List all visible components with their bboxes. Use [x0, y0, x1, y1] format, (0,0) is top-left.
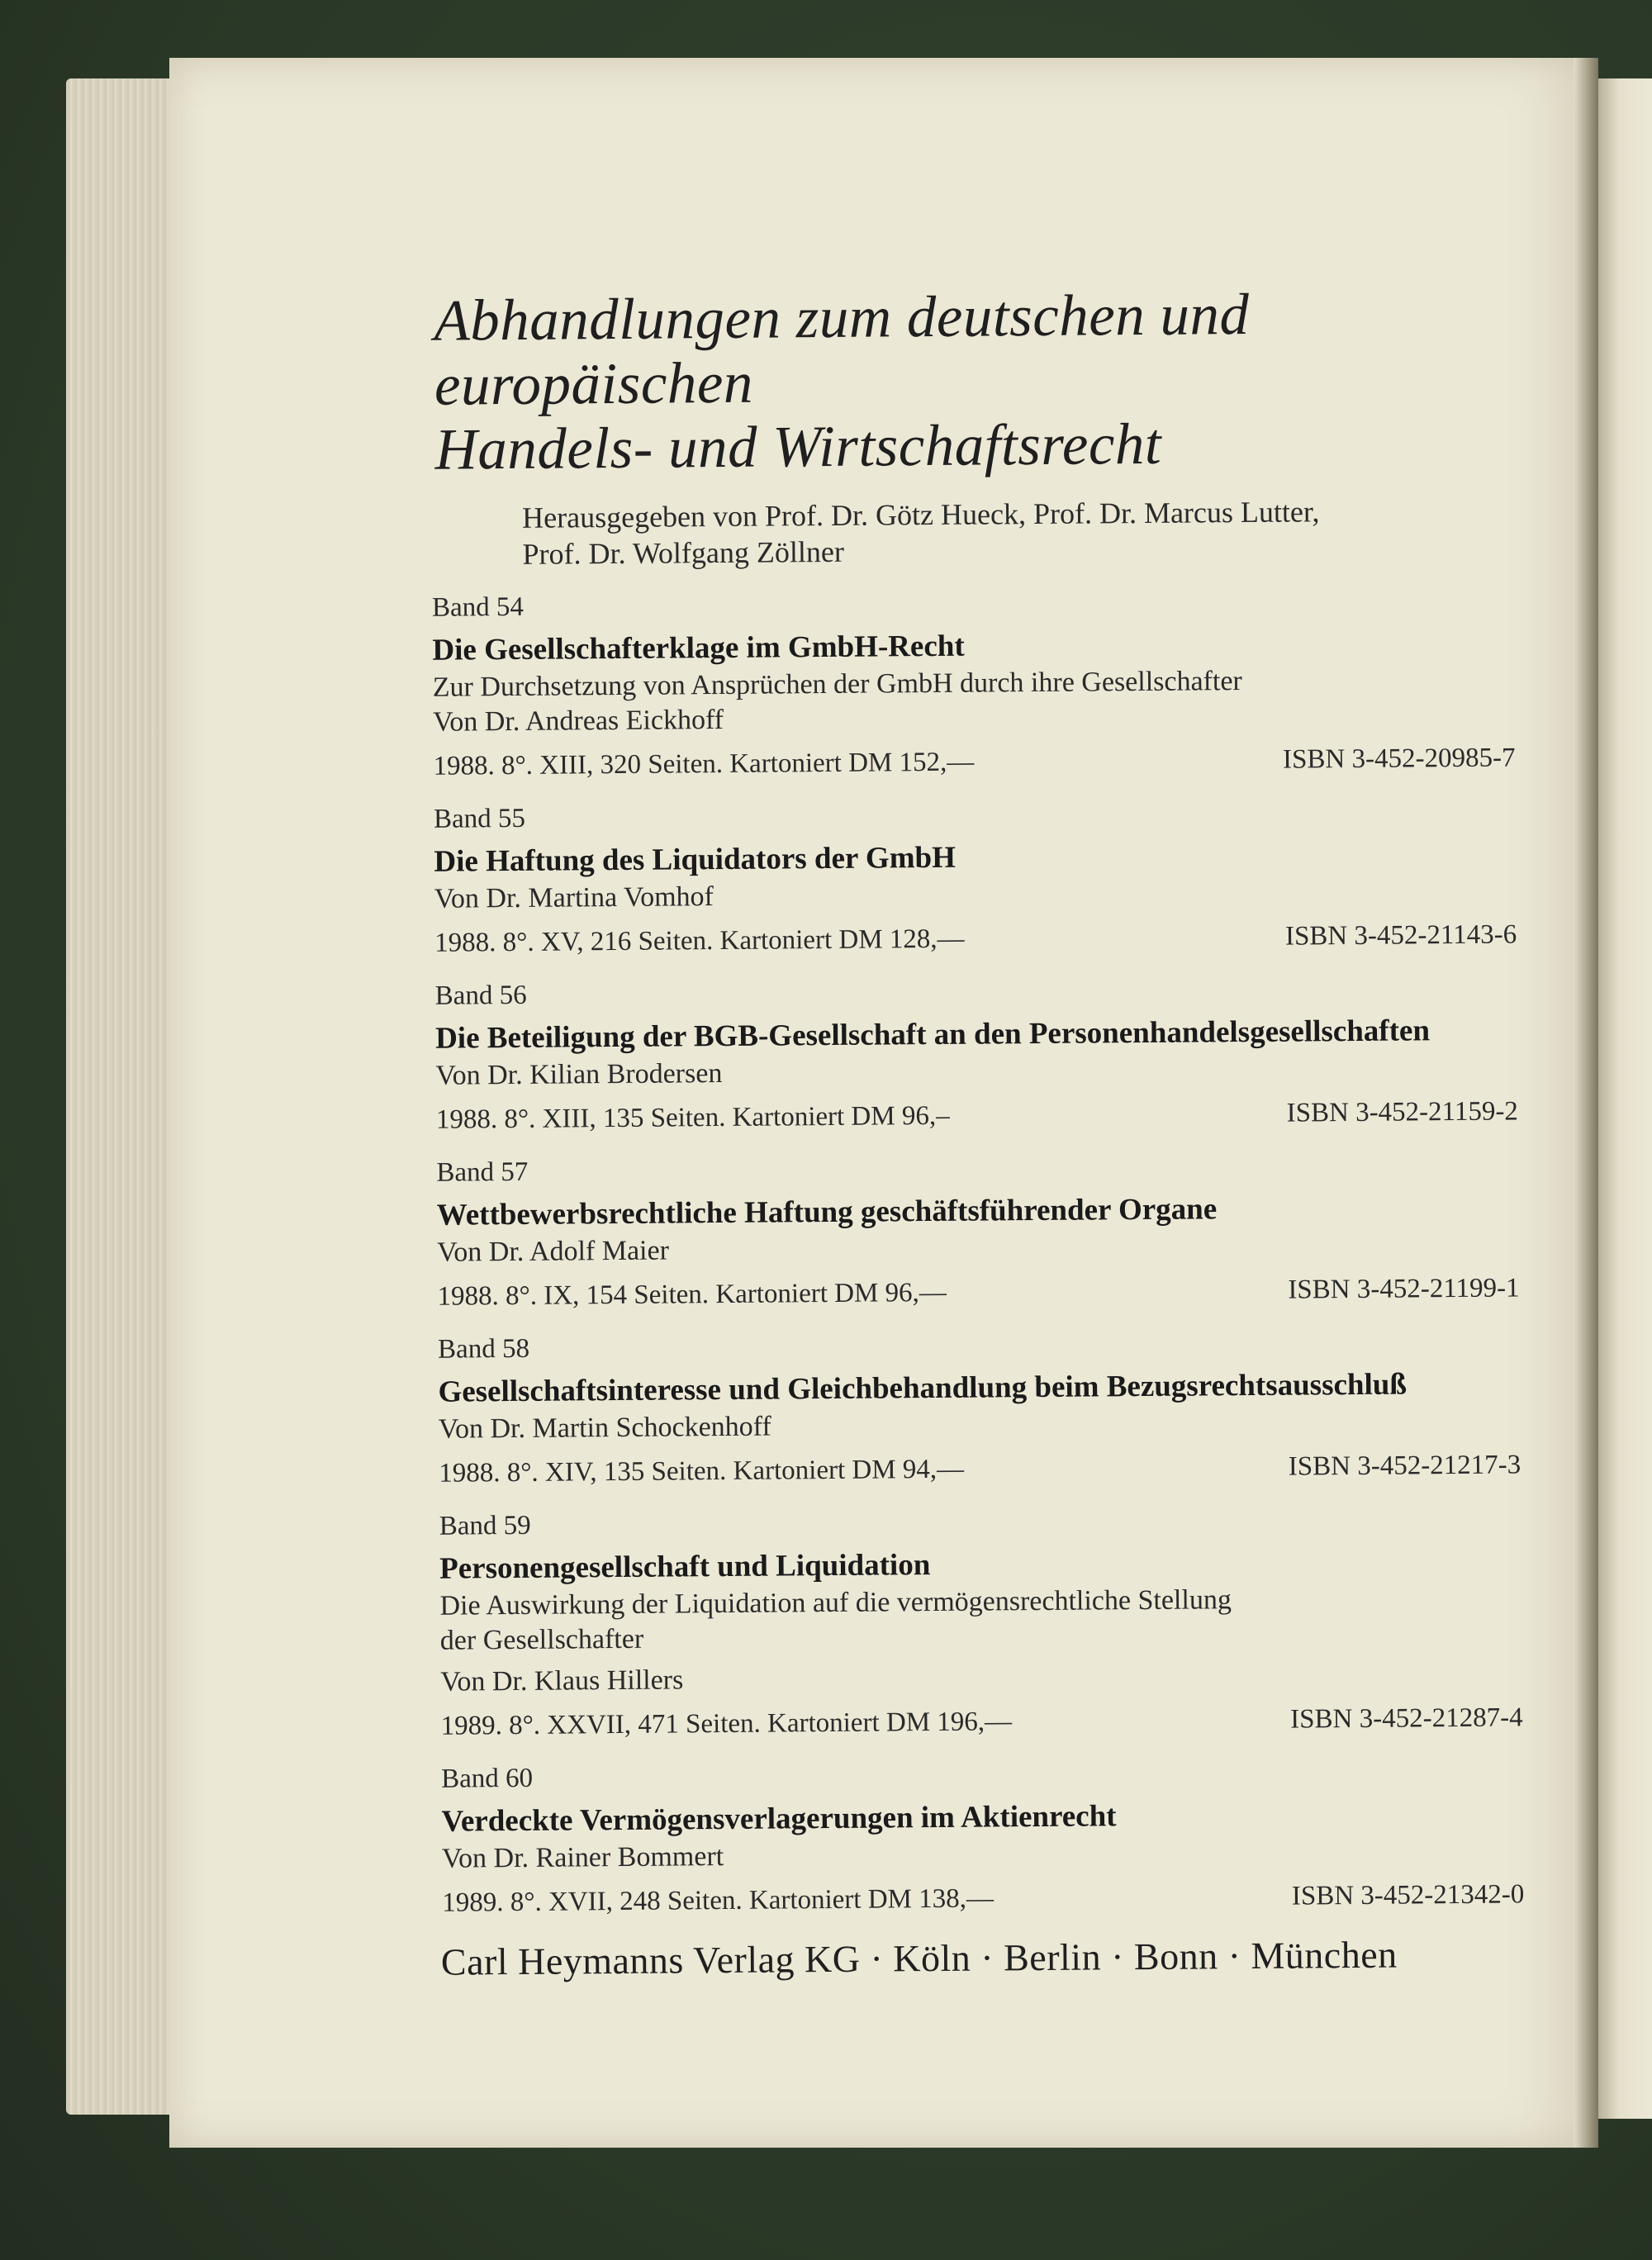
facing-page-edge [1598, 78, 1652, 2119]
band-label: Band 59 [439, 1510, 531, 1541]
band-author: Von Dr. Klaus Hillers [440, 1664, 684, 1697]
band-subtitle: Zur Durchsetzung von Ansprüchen der GmbH durch ihre Gesellschafter [432, 666, 1242, 703]
band-publication-details: 1988. 8°. XIV, 135 Seiten. Kartoniert DM 94,— [439, 1454, 965, 1488]
band-entry [435, 971, 1518, 1137]
band-publication-details: 1988. 8°. XIII, 320 Seiten. Kartoniert DM 152,— [433, 747, 975, 781]
band-author: Von Dr. Martina Vomhof [434, 881, 714, 914]
band-author: Von Dr. Andreas Eickhoff [432, 704, 724, 738]
publisher-line: Carl Heymanns Verlag KG · Köln · Berlin · Bonn · München [440, 1933, 1398, 1983]
band-subtitle: Die Auswirkung der Liquidation auf die vermögensrechtliche Stellung [439, 1584, 1232, 1621]
band-entry [434, 794, 1517, 961]
band-title: Die Gesellschafterklage im GmbH-Recht [432, 629, 965, 667]
band-publication [442, 1876, 1524, 1921]
band-entry [438, 1324, 1521, 1491]
band-publication-details: 1988. 8°. XV, 216 Seiten. Kartoniert DM 128,— [434, 923, 965, 958]
band-label: Band 57 [436, 1156, 529, 1188]
band-label: Band 58 [437, 1333, 530, 1365]
band-publication [433, 739, 1515, 784]
band-label: Band 55 [433, 803, 526, 834]
band-entry [441, 1754, 1524, 1921]
band-entry [436, 1147, 1519, 1314]
band-publication [437, 1270, 1519, 1314]
series-title-line-1: Abhandlungen zum deutschen und europäischen [433, 282, 1250, 418]
book-gutter [1574, 58, 1598, 2148]
band-label: Band 60 [441, 1763, 534, 1794]
band-title: Die Haftung des Liquidators der GmbH [434, 840, 957, 879]
band-label: Band 54 [431, 591, 525, 623]
band-publication-details: 1988. 8°. IX, 154 Seiten. Kartoniert DM 96,— [437, 1277, 947, 1312]
band-subtitle-continued: der Gesellschafter [439, 1623, 644, 1656]
band-isbn: ISBN 3-452-21342-0 [1291, 1879, 1525, 1911]
band-title: Gesellschaftsinteresse und Gleichbehandlung beim Bezugsrechtsausschluß [438, 1367, 1408, 1409]
band-isbn: ISBN 3-452-21217-3 [1288, 1450, 1521, 1482]
band-author: Von Dr. Rainer Bommert [441, 1841, 724, 1874]
band-publication-details: 1988. 8°. XIII, 135 Seiten. Kartoniert DM 96,– [435, 1100, 950, 1135]
editors [522, 491, 1514, 572]
band-author: Von Dr. Kilian Brodersen [435, 1058, 723, 1091]
band-isbn: ISBN 3-452-21143-6 [1284, 919, 1517, 952]
band-isbn: ISBN 3-452-20985-7 [1282, 743, 1516, 775]
editors-line-1: Herausgegeben von Prof. Dr. Götz Hueck, Prof. Dr. Marcus Lutter, [522, 495, 1320, 534]
band-title: Verdeckte Vermögensverlagerungen im Aktienrecht [441, 1799, 1117, 1839]
band-entry [439, 1501, 1523, 1744]
band-isbn: ISBN 3-452-21199-1 [1288, 1273, 1520, 1305]
page-content [405, 280, 1525, 1985]
band-publication-details: 1989. 8°. XVII, 248 Seiten. Kartoniert DM 138,— [442, 1883, 995, 1918]
band-isbn: ISBN 3-452-21159-2 [1286, 1096, 1519, 1128]
band-title: Wettbewerbsrechtliche Haftung geschäftsführender Organe [436, 1192, 1218, 1232]
band-title: Personengesellschaft und Liquidation [439, 1548, 931, 1586]
band-publication [440, 1699, 1522, 1744]
band-author: Von Dr. Martin Schockenhoff [438, 1411, 771, 1445]
band-publication [436, 1093, 1518, 1137]
band-title: Die Beteiligung der BGB-Gesellschaft an den Personenhandelsgesellschaften [434, 1014, 1431, 1056]
band-label: Band 56 [434, 980, 527, 1011]
series-title [434, 280, 1513, 482]
band-entry [432, 582, 1516, 784]
band-author: Von Dr. Adolf Maier [437, 1235, 670, 1268]
band-publication-details: 1989. 8°. XXVII, 471 Seiten. Kartoniert DM 196,— [440, 1707, 1013, 1741]
band-publication [434, 916, 1517, 961]
editors-line-2: Prof. Dr. Wolfgang Zöllner [522, 534, 845, 571]
page-edge-stack [66, 78, 182, 2115]
band-isbn: ISBN 3-452-21287-4 [1290, 1702, 1523, 1735]
band-publication [439, 1446, 1521, 1491]
series-title-line-2: Handels- und Wirtschaftsrecht [434, 411, 1162, 482]
